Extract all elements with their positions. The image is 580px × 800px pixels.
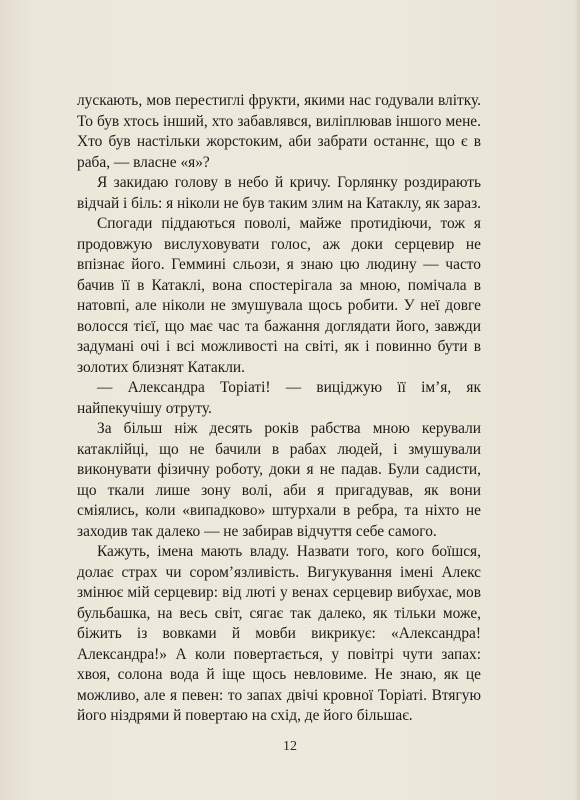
paragraph: Я закидаю голову в небо й кричу. Горлянку роздирають відчай і біль: я ніколи не був таким злим на Катаклу, як зараз. xyxy=(77,174,482,212)
body-text xyxy=(77,91,481,727)
paragraph: Спогади піддаються поволі, майже протидіючи, тож я продовжую вислуховувати голос, аж доки серцевир не впізнає його. Геммині сльози, я знаю цю людину — часто бачив її в Катаклі, вона спостерігала за мною, помічала в натовпі, але ніколи не змушувала щось робити. У неї довге волосся тієї, що має час та бажання доглядати його, завжди задумані очі і всі можливості на світі, як і повинно бути в золотих близнят Катакли. xyxy=(77,215,481,376)
paragraph: Кажуть, імена мають владу. Назвати того, кого боїшся, долає страх чи сором’язливість. Вигукування імені Алекс змінює мій серцевир: від люті у венах серцевир вибухає, мов бульбашка, на весь світ, сягає так далеко, як тільки може, біжить із вовками й мовби викрикує: «Александра! Александра!» А коли повертається, у повітрі чути запах: хвоя, солона вода й іще щось невловиме. Не знаю, як це можливо, але я певен: то запах двічі кровної Торіаті. Втягую його ніздрями й повертаю на схід, де його більшає. xyxy=(77,543,481,724)
page-number: 12 xyxy=(283,739,297,754)
paragraph: За більш ніж десять років рабства мною керували катаклійці, що не бачили в рабах людей, і змушували виконувати фізичну роботу, доки я не падав. Були садисти, що ткали лише зону волі, аби я пригадував, як вони сміялись, коли «випадково» штурхали в ребра, та ніхто не заходив так далеко — не забирав відчуття себе самого. xyxy=(77,420,481,540)
paragraph-continuation: лускають, мов перестиглі фрукти, якими нас годували влітку. То був хтось інший, хто забавлявся, виліплював іншого мене. Хто був настільки жорстоким, аби забрати останнє, що є в раба, — власне «я»? xyxy=(77,92,481,171)
page-edge-shadow xyxy=(574,0,580,800)
paragraph: — Александра Торіаті! — виціджую її ім’я, як найпекучішу отруту. xyxy=(77,379,481,417)
